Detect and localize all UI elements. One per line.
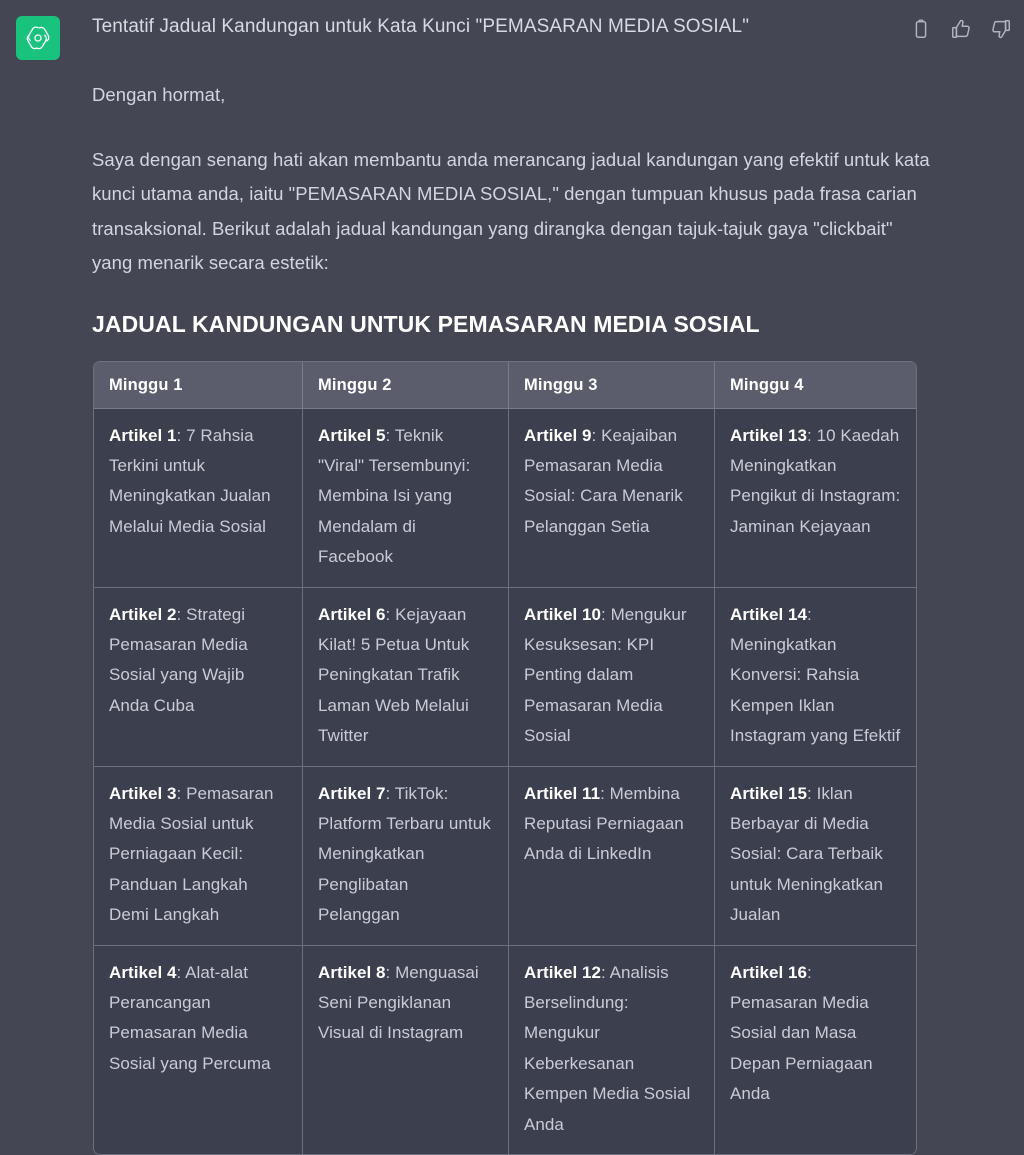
table-cell <box>715 767 916 946</box>
table-header <box>94 362 916 409</box>
article-text: : Alat-alat Perancangan Pemasaran Media Sosial yang Percuma <box>109 963 271 1073</box>
table-cell <box>303 588 509 767</box>
table-cell <box>303 409 509 588</box>
article-label: Artikel 12 <box>524 963 601 982</box>
intro-paragraph: Saya dengan senang hati akan membantu anda merancang jadual kandungan yang efektif untuk kata kunci utama anda, iaitu "PEMASARAN MEDIA SOSIAL," dengan tumpuan khusus pada frasa carian transaksional. Berikut adalah jadual kandungan yang dirangka dengan tajuk-tajuk gaya "clickbait" yang menarik secara estetik: <box>92 143 932 281</box>
table-cell <box>94 409 303 588</box>
column-header-week-2: Minggu 2 <box>303 362 509 409</box>
table-body <box>94 409 916 1155</box>
article-text: : Kejayaan Kilat! 5 Petua Untuk Peningkatan Trafik Laman Web Melalui Twitter <box>318 605 469 746</box>
message-title: Tentatif Jadual Kandungan untuk Kata Kunci "PEMASARAN MEDIA SOSIAL" <box>92 14 932 40</box>
content-schedule-table <box>93 361 917 1155</box>
table-row <box>94 588 916 767</box>
article-label: Artikel 1 <box>109 426 177 445</box>
thumbs-down-icon[interactable] <box>990 18 1012 40</box>
column-header-week-4: Minggu 4 <box>715 362 916 409</box>
column-header-week-1: Minggu 1 <box>94 362 303 409</box>
thumbs-up-icon[interactable] <box>950 18 972 40</box>
article-text: : Pemasaran Media Sosial untuk Perniagaan Kecil: Panduan Langkah Demi Langkah <box>109 784 273 925</box>
article-text: : Menguasai Seni Pengiklanan Visual di Instagram <box>318 963 479 1043</box>
copy-icon[interactable] <box>910 18 932 40</box>
article-label: Artikel 11 <box>524 784 600 803</box>
article-label: Artikel 3 <box>109 784 177 803</box>
column-header-week-3: Minggu 3 <box>509 362 715 409</box>
article-text: : 10 Kaedah Meningkatkan Pengikut di Instagram: Jaminan Kejayaan <box>730 426 900 536</box>
article-label: Artikel 9 <box>524 426 592 445</box>
table-cell <box>715 588 916 767</box>
article-text: : Meningkatkan Konversi: Rahsia Kempen Iklan Instagram yang Efektif <box>730 605 900 746</box>
table-cell <box>715 409 916 588</box>
message-content <box>92 14 932 1155</box>
table-cell <box>94 588 303 767</box>
article-text: : Keajaiban Pemasaran Media Sosial: Cara Menarik Pelanggan Setia <box>524 426 683 536</box>
article-label: Artikel 4 <box>109 963 177 982</box>
article-label: Artikel 13 <box>730 426 807 445</box>
table-cell <box>509 767 715 946</box>
assistant-avatar <box>16 16 60 60</box>
article-text: : Mengukur Kesuksesan: KPI Penting dalam Pemasaran Media Sosial <box>524 605 687 746</box>
content-schedule-table-wrapper <box>93 361 915 1155</box>
page-title: JADUAL KANDUNGAN UNTUK PEMASARAN MEDIA SOSIAL <box>92 309 932 339</box>
article-label: Artikel 7 <box>318 784 386 803</box>
salutation-paragraph: Dengan hormat, <box>92 78 932 113</box>
article-label: Artikel 8 <box>318 963 386 982</box>
article-label: Artikel 16 <box>730 963 807 982</box>
table-row <box>94 767 916 946</box>
table-header-row <box>94 362 916 409</box>
article-text: : Strategi Pemasaran Media Sosial yang Wajib Anda Cuba <box>109 605 248 715</box>
openai-logo-icon <box>24 24 52 52</box>
article-text: : Teknik "Viral" Tersembunyi: Membina Isi yang Mendalam di Facebook <box>318 426 470 567</box>
table-cell <box>303 767 509 946</box>
message-actions <box>910 18 1012 40</box>
article-text: : Analisis Berselindung: Mengukur Keberkesanan Kempen Media Sosial Anda <box>524 963 690 1134</box>
article-label: Artikel 10 <box>524 605 601 624</box>
table-cell <box>509 409 715 588</box>
table-cell <box>94 767 303 946</box>
article-label: Artikel 6 <box>318 605 386 624</box>
article-label: Artikel 14 <box>730 605 807 624</box>
article-label: Artikel 15 <box>730 784 807 803</box>
article-text: : 7 Rahsia Terkini untuk Meningkatkan Jualan Melalui Media Sosial <box>109 426 271 536</box>
article-label: Artikel 2 <box>109 605 177 624</box>
article-label: Artikel 5 <box>318 426 386 445</box>
article-text: : Pemasaran Media Sosial dan Masa Depan Perniagaan Anda <box>730 963 873 1104</box>
table-cell <box>509 588 715 767</box>
article-text: : Iklan Berbayar di Media Sosial: Cara Terbaik untuk Meningkatkan Jualan <box>730 784 883 925</box>
article-text: : TikTok: Platform Terbaru untuk Meningkatkan Penglibatan Pelanggan <box>318 784 491 925</box>
table-row <box>94 409 916 588</box>
article-text: : Membina Reputasi Perniagaan Anda di LinkedIn <box>524 784 684 864</box>
